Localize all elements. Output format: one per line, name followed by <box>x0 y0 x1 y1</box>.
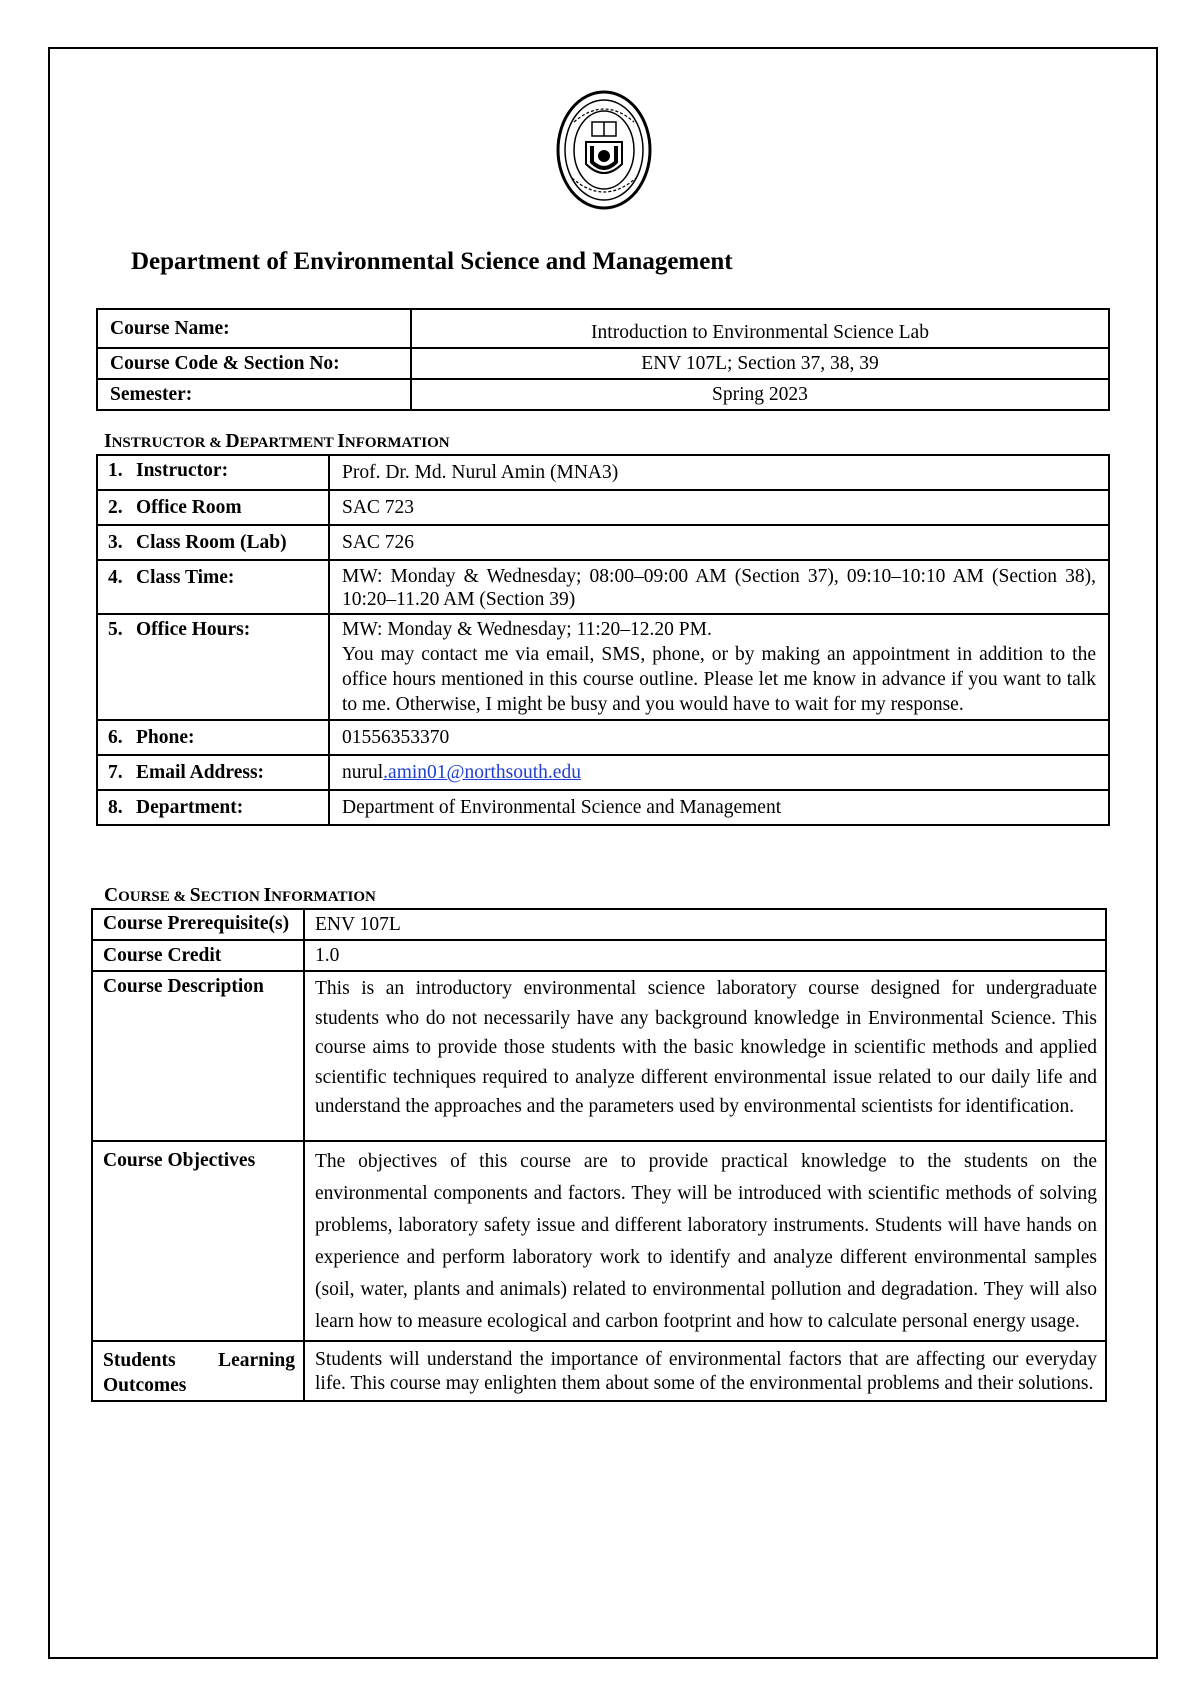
prerequisite-value: ENV 107L <box>304 909 1106 940</box>
course-credit-label: Course Credit <box>92 940 304 971</box>
phone-label: Phone: <box>136 727 195 748</box>
table-row: 6. Phone: 01556353370 <box>97 720 1109 755</box>
email-label: Email Address: <box>136 762 265 783</box>
department-title: Department of Environmental Science and Management <box>131 248 733 275</box>
prerequisite-label: Course Prerequisite(s) <box>92 909 304 940</box>
course-name-value: Introduction to Environmental Science Lab <box>411 309 1109 348</box>
course-section-table <box>91 908 1107 1402</box>
table-row <box>97 379 1109 410</box>
table-row: 3. Class Room (Lab) SAC 726 <box>97 525 1109 560</box>
department-value: Department of Environmental Science and Management <box>329 790 1109 825</box>
course-objectives-label: Course Objectives <box>92 1141 304 1341</box>
university-seal-icon <box>556 90 652 210</box>
instructor-section-heading: INSTRUCTOR & DEPARTMENT INFORMATION <box>104 431 450 452</box>
table-row <box>97 309 1109 348</box>
course-description-value: This is an introductory environmental science laboratory course designed for undergraduate students who do not necessarily have any background knowledge in Environmental Science. This course aims to provide those students with the basic knowledge in scientific methods and applied scientific techniques required to analyze different environmental issue related to our daily life and understand the approaches and the parameters used by environmental scientists for identification. <box>304 971 1106 1141</box>
table-row: 7. Email Address: nurul.amin01@northsouth.edu <box>97 755 1109 790</box>
learning-outcomes-label: Students Learning Outcomes <box>92 1341 304 1401</box>
table-row <box>92 940 1106 971</box>
course-code-label: Course Code & Section No: <box>97 348 411 379</box>
table-row: 1. Instructor: Prof. Dr. Md. Nurul Amin (MNA3) <box>97 455 1109 490</box>
class-room-label: Class Room (Lab) <box>136 532 287 553</box>
table-row <box>92 971 1106 1141</box>
table-row: 8. Department: Department of Environmental Science and Management <box>97 790 1109 825</box>
semester-label: Semester: <box>97 379 411 410</box>
office-hours-label: Office Hours: <box>136 619 251 640</box>
course-name-label: Course Name: <box>97 309 411 348</box>
course-credit-value: 1.0 <box>304 940 1106 971</box>
course-section-heading: COURSE & SECTION INFORMATION <box>104 885 376 906</box>
phone-value: 01556353370 <box>329 720 1109 755</box>
email-prefix: nurul <box>342 762 384 783</box>
course-objectives-value: The objectives of this course are to provide practical knowledge to the students on the environmental components and factors. They will be introduced with scientific methods of solving problems, laboratory safety issue and different laboratory instruments. Students will have hands on experience and perform laboratory work to identify and analyze different environmental samples (soil, water, plants and animals) related to environmental pollution and degradation. They will also learn how to measure ecological and carbon footprint and how to calculate personal energy usage. <box>304 1141 1106 1341</box>
department-label: Department: <box>136 797 244 818</box>
page-border <box>48 47 1158 1659</box>
office-hours-value: MW: Monday & Wednesday; 11:20–12.20 PM. <box>342 619 712 640</box>
learning-outcomes-value: Students will understand the importance of environmental factors that are affecting our everyday life. This course may enlighten them about some of the environmental problems and their solutions. <box>304 1341 1106 1401</box>
table-row <box>92 1341 1106 1401</box>
instructor-table <box>96 454 1110 826</box>
class-time-value: MW: Monday & Wednesday; 08:00–09:00 AM (Section 37), 09:10–10:10 AM (Section 38), 10:20–11.20 AM (Section 39) <box>329 560 1109 614</box>
semester-value: Spring 2023 <box>411 379 1109 410</box>
course-info-table <box>96 308 1110 411</box>
table-row <box>97 348 1109 379</box>
course-description-label: Course Description <box>92 971 304 1141</box>
office-hours-note: You may contact me via email, SMS, phone, or by making an appointment in addition to the office hours mentioned in this course outline. Please let me know in advance if you want to talk to me. Otherwise, I might be busy and you would have to wait for my response. <box>342 644 1096 715</box>
table-row: 5. Office Hours: MW: Monday & Wednesday; 11:20–12.20 PM. You may contact me via email, SMS, phone, or by making an appointment in addition to the office hours mentioned in this course outline. Please let me know in advance if you want to talk to me. Otherwise, I might be busy and you would have to wait for my response. <box>97 614 1109 720</box>
email-link[interactable]: .amin01@northsouth.edu <box>383 762 581 783</box>
class-room-value: SAC 726 <box>329 525 1109 560</box>
table-row: 4. Class Time: MW: Monday & Wednesday; 08:00–09:00 AM (Section 37), 09:10–10:10 AM (Section 38), 10:20–11.20 AM (Section 39) <box>97 560 1109 614</box>
instructor-label: Instructor: <box>136 460 229 481</box>
instructor-value: Prof. Dr. Md. Nurul Amin (MNA3) <box>329 455 1109 490</box>
class-time-label: Class Time: <box>136 567 235 588</box>
course-code-value: ENV 107L; Section 37, 38, 39 <box>411 348 1109 379</box>
office-room-label: Office Room <box>136 497 242 518</box>
table-row <box>92 1141 1106 1341</box>
office-room-value: SAC 723 <box>329 490 1109 525</box>
table-row: 2. Office Room SAC 723 <box>97 490 1109 525</box>
table-row <box>92 909 1106 940</box>
